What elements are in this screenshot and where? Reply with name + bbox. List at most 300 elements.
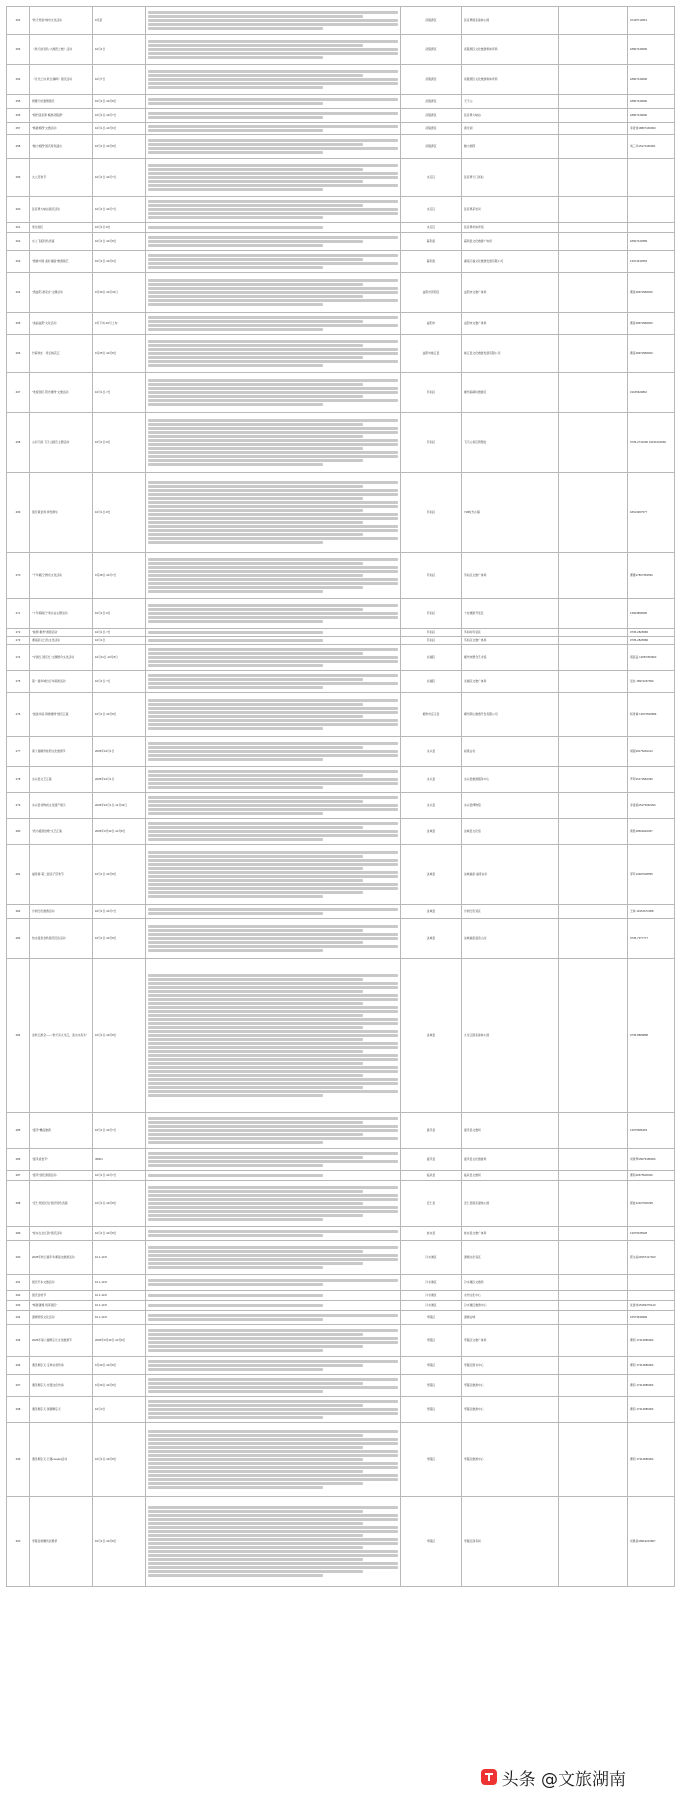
content-text-line: [148, 719, 398, 722]
participants-cell: [559, 919, 628, 959]
venue-cell: 张家界茅岩河: [462, 197, 559, 223]
content-text-line: [148, 570, 398, 573]
venue-cell: 汝城福泉·福寿谷乐: [462, 845, 559, 905]
contact-phone-cell: 邹苏13487648555: [628, 845, 675, 905]
participants-cell: [559, 473, 628, 553]
content-text-line: [148, 344, 363, 347]
content-text-line: [148, 1408, 398, 1411]
content-text-line: [148, 125, 398, 128]
contact-phone-cell: [628, 197, 675, 223]
district-cell: 苏仙区: [401, 553, 462, 599]
district-cell: 汝城县: [401, 819, 462, 845]
venue-cell: 武陵源区文化旅游和体育局: [462, 35, 559, 65]
event-time-cell: 10月1日-7日: [93, 373, 146, 413]
participants-cell: [559, 1301, 628, 1311]
content-text-line: [148, 403, 323, 406]
district-cell: 慈利县: [401, 251, 462, 273]
content-text-line: [148, 1202, 363, 1205]
venue-cell: 黄龙洞: [462, 123, 559, 135]
event-content-cell: [146, 553, 401, 599]
content-text-line: [148, 574, 363, 577]
district-cell: 北湖区: [401, 671, 462, 693]
content-text-line: [148, 236, 398, 239]
event-content-cell: [146, 767, 401, 793]
row-number-cell: 264: [7, 273, 30, 313]
event-name-cell: 遇见柳宗元·非遗文化传承: [30, 1375, 93, 1397]
event-content-cell: [146, 1325, 401, 1357]
table-row: [7, 693, 675, 737]
participants-cell: [559, 313, 628, 335]
content-text-line: [148, 826, 363, 829]
content-text-line: [148, 604, 398, 607]
content-text-line: [148, 1450, 398, 1453]
event-name-cell: 张家界大峡谷国庆活动: [30, 197, 93, 223]
district-cell: 冷水滩区: [401, 1301, 462, 1311]
content-text-line: [148, 804, 398, 807]
content-text-line: [148, 875, 398, 878]
content-text-line: [148, 291, 398, 294]
content-text-line: [148, 994, 398, 997]
event-time-cell: 10月1日-8日: [93, 473, 146, 553]
venue-cell: 冷水滩区文旅局: [462, 1275, 559, 1291]
event-name-cell: 永兴县非物质文化遗产展示: [30, 793, 93, 819]
table-row: [7, 109, 675, 123]
row-number-cell: 292: [7, 1291, 30, 1301]
participants-cell: [559, 845, 628, 905]
participants-cell: [559, 905, 628, 919]
content-text-line: [148, 1250, 363, 1253]
table-row: [7, 1301, 675, 1311]
venue-cell: 桂东县文旅广体局: [462, 1227, 559, 1241]
content-text-line: [148, 505, 398, 508]
event-time-cell: 10月1日-10月8日: [93, 233, 146, 251]
table-row: [7, 645, 675, 671]
watermark-text: 头条 @文旅湖南: [501, 1769, 626, 1790]
content-text-line: [148, 937, 398, 940]
row-number-cell: 265: [7, 313, 30, 335]
participants-cell: [559, 1241, 628, 1275]
event-content-cell: [146, 919, 401, 959]
venue-cell: 零陵区旅游中心: [462, 1375, 559, 1397]
content-text-line: [148, 1246, 398, 1249]
content-text-line: [148, 1574, 323, 1577]
event-name-cell: "畅游潇湘·悦享国庆": [30, 1301, 93, 1311]
participants-cell: [559, 109, 628, 123]
contact-phone-cell: 曹蓓18973965000: [628, 313, 675, 335]
event-name-cell: "桃源·郴州"游园活动: [30, 629, 93, 637]
content-text-line: [148, 612, 398, 615]
event-content-cell: [146, 273, 401, 313]
table-row: [7, 65, 675, 95]
venue-cell: 苏仙区文旅广体局: [462, 637, 559, 645]
venue-cell: 嘉禾县文化旅游局: [462, 1149, 559, 1171]
row-number-cell: 291: [7, 1275, 30, 1291]
table-row: [7, 767, 675, 793]
venue-cell: 慈利县文化旅游广电局: [462, 233, 559, 251]
content-text-line: [148, 15, 363, 18]
table-row: [7, 793, 675, 819]
content-text-line: [148, 895, 323, 898]
content-text-line: [148, 863, 398, 866]
content-text-line: [148, 1254, 398, 1257]
venue-cell: 冷水滩区旅游中心: [462, 1301, 559, 1311]
event-content-cell: [146, 1241, 401, 1275]
content-text-line: [148, 200, 398, 203]
table-row: [7, 1171, 675, 1181]
event-time-cell: 2025年10月1日-12月31日: [93, 793, 146, 819]
content-text-line: [148, 489, 398, 492]
content-text-line: [148, 986, 398, 989]
content-text-line: [148, 723, 398, 726]
content-text-line: [148, 586, 363, 589]
content-text-line: [148, 1186, 398, 1189]
content-text-line: [148, 40, 398, 43]
content-text-line: [148, 1230, 398, 1233]
event-name-cell: "旅游中国·美好湖南"旅游演艺: [30, 251, 93, 273]
event-name-cell: 遇见柳宗元·国潮柳宗元: [30, 1397, 93, 1423]
event-name-cell: "嘉禾"国庆游园活动: [30, 1171, 93, 1181]
content-text-line: [148, 908, 398, 911]
contact-phone-cell: 罗翠15173962390: [628, 767, 675, 793]
content-text-line: [148, 782, 398, 785]
event-time-cell: 10.1-10.8: [93, 1275, 146, 1291]
content-text-line: [148, 521, 363, 524]
event-content-cell: [146, 959, 401, 1113]
participants-cell: [559, 737, 628, 767]
event-content-cell: [146, 473, 401, 553]
content-text-line: [148, 949, 323, 952]
content-text-line: [148, 1349, 323, 1352]
table-row: [7, 1325, 675, 1357]
content-text-line: [148, 1386, 398, 1389]
contact-phone-cell: 郭波13107530298: [628, 1181, 675, 1227]
content-text-line: [148, 168, 363, 171]
event-content-cell: [146, 1311, 401, 1325]
event-name-cell: "桂东生态红韵"国庆活动: [30, 1227, 93, 1241]
district-cell: 慈利县: [401, 233, 462, 251]
participants-cell: [559, 273, 628, 313]
content-text-line: [148, 620, 323, 623]
participants-cell: [559, 1375, 628, 1397]
venue-cell: 益阳市文旅广体局: [462, 313, 559, 335]
district-cell: 苏仙区: [401, 637, 462, 645]
content-text-line: [148, 320, 363, 323]
content-text-line: [148, 616, 398, 619]
content-text-line: [148, 116, 323, 119]
content-text-line: [148, 1341, 398, 1344]
table-row: [7, 233, 675, 251]
event-name-cell: "相约张家界 畅游武陵源": [30, 109, 93, 123]
content-text-line: [148, 513, 398, 516]
venue-cell: 零陵区商务局: [462, 1497, 559, 1587]
content-text-line: [148, 1329, 398, 1332]
content-text-line: [148, 279, 398, 282]
content-text-line: [148, 707, 398, 710]
content-text-line: [148, 566, 398, 569]
event-name-cell: 欢乐国庆: [30, 223, 93, 233]
row-number-cell: 281: [7, 845, 30, 905]
district-cell: 武陵源区: [401, 65, 462, 95]
venue-cell: 张家界大峡谷: [462, 109, 559, 123]
table-row: [7, 1311, 675, 1325]
content-text-line: [148, 727, 323, 730]
district-cell: 永定区: [401, 223, 462, 233]
content-text-line: [148, 590, 323, 593]
venue-cell: 718时光小镇: [462, 473, 559, 553]
table-row: [7, 845, 675, 905]
content-text-line: [148, 1125, 398, 1128]
content-text-line: [148, 652, 363, 655]
content-text-line: [148, 493, 398, 496]
event-name-cell: 燃爆天坑激情国庆: [30, 95, 93, 109]
content-text-line: [148, 1368, 323, 1371]
content-text-line: [148, 485, 363, 488]
event-time-cell: 10月1日-10月7日: [93, 109, 146, 123]
content-text-line: [148, 324, 398, 327]
contact-phone-cell: 0735-7377777: [628, 919, 675, 959]
row-number-cell: 283: [7, 919, 30, 959]
content-text-line: [148, 364, 323, 367]
contact-phone-cell: 曹莉16675530306: [628, 1171, 675, 1181]
content-text-line: [148, 1082, 398, 1085]
contact-phone-cell: 曹莉 17314886004: [628, 1357, 675, 1375]
content-text-line: [148, 439, 398, 442]
content-text-line: [148, 147, 398, 150]
event-content-cell: [146, 135, 401, 159]
content-text-line: [148, 912, 323, 915]
content-text-line: [148, 1086, 363, 1089]
content-text-line: [148, 578, 398, 581]
content-text-line: [148, 1518, 398, 1521]
row-number-cell: 269: [7, 473, 30, 553]
venue-cell: 永州文化中心: [462, 1291, 559, 1301]
venue-cell: 零陵区文旅广体局: [462, 1325, 559, 1357]
event-time-cell: 10月1日-10月8日: [93, 1497, 146, 1587]
contact-phone-cell: 18907443589: [628, 233, 675, 251]
participants-cell: [559, 1325, 628, 1357]
content-text-line: [148, 1022, 398, 1025]
content-text-line: [148, 74, 363, 77]
content-text-line: [148, 1514, 398, 1517]
table-row: [7, 737, 675, 767]
content-text-line: [148, 879, 363, 882]
event-name-cell: "游益阳·游家乡"主题活动: [30, 273, 93, 313]
participants-cell: [559, 1423, 628, 1497]
event-content-cell: [146, 693, 401, 737]
content-text-line: [148, 750, 398, 753]
event-name-cell: "我为祖国放歌"文艺汇演: [30, 819, 93, 845]
event-table-body: [7, 7, 675, 1587]
content-text-line: [148, 395, 363, 398]
content-text-line: [148, 699, 398, 702]
event-time-cell: 10月1日-7日: [93, 629, 146, 637]
contact-phone-cell: 李香香18807449090: [628, 123, 675, 135]
table-row: [7, 35, 675, 65]
content-text-line: [148, 1570, 363, 1573]
venue-cell: 零陵区旅游中心: [462, 1397, 559, 1423]
event-name-cell: "嘉禾"精品旅游: [30, 1113, 93, 1149]
contact-phone-cell: 曹莉 17314886004: [628, 1397, 675, 1423]
contact-phone-cell: 刘三华15174460001: [628, 135, 675, 159]
table-row: [7, 335, 675, 373]
district-cell: 北湖区: [401, 645, 462, 671]
district-cell: 苏仙区: [401, 373, 462, 413]
table-row: [7, 1375, 675, 1397]
event-name-cell: "嘉禾美食节": [30, 1149, 93, 1171]
content-text-line: [148, 982, 398, 985]
content-text-line: [148, 348, 398, 351]
district-cell: 汝城县: [401, 959, 462, 1113]
venue-cell: 汝城福泉温泉山庄: [462, 919, 559, 959]
event-content-cell: [146, 95, 401, 109]
content-text-line: [148, 1137, 398, 1140]
event-content-cell: [146, 1397, 401, 1423]
content-text-line: [148, 262, 398, 265]
content-text-line: [148, 451, 398, 454]
contact-phone-cell: 13975335528: [628, 1227, 675, 1241]
table-row: [7, 123, 675, 135]
content-text-line: [148, 1070, 398, 1073]
content-text-line: [148, 537, 398, 540]
content-text-line: [148, 929, 363, 932]
content-text-line: [148, 1090, 398, 1093]
participants-cell: [559, 7, 628, 35]
content-text-line: [148, 1566, 398, 1569]
event-name-cell: 国庆汽车文旅活动: [30, 1275, 93, 1291]
event-name-cell: 第十届郴州桂阳文化旅游节: [30, 737, 93, 767]
venue-cell: 益阳市文旅广体局: [462, 273, 559, 313]
district-cell: 武陵源区: [401, 7, 462, 35]
event-content-cell: [146, 123, 401, 135]
contact-phone-cell: 0735-2741696 19151062960: [628, 413, 675, 473]
content-text-line: [148, 497, 363, 500]
venue-cell: 嘉禾县文旅局: [462, 1113, 559, 1149]
content-text-line: [148, 1345, 363, 1348]
content-text-line: [148, 188, 323, 191]
content-text-line: [148, 648, 398, 651]
content-text-line: [148, 1014, 363, 1017]
content-text-line: [148, 266, 323, 269]
event-time-cell: 10月1日-10月7日: [93, 197, 146, 223]
district-cell: 汝城县: [401, 919, 462, 959]
content-text-line: [148, 1400, 398, 1403]
contact-phone-cell: 15574639999: [628, 1311, 675, 1325]
content-text-line: [148, 925, 398, 928]
content-text-line: [148, 1318, 323, 1321]
event-name-cell: 遇见柳宗元·日慕couplet活动: [30, 1423, 93, 1497]
content-text-line: [148, 1510, 363, 1513]
event-content-cell: [146, 599, 401, 629]
district-cell: 武陵源区: [401, 109, 462, 123]
event-name-cell: "魅力湘西"国庆特色演出: [30, 135, 93, 159]
contact-phone-cell: 13823856500: [628, 599, 675, 629]
contact-phone-cell: 李雷娟15173962390: [628, 793, 675, 819]
district-cell: 冷水滩区: [401, 1241, 462, 1275]
row-number-cell: 280: [7, 819, 30, 845]
event-time-cell: 10月1日-7日: [93, 671, 146, 693]
district-cell: 嘉禾县: [401, 1149, 462, 1171]
participants-cell: [559, 233, 628, 251]
content-text-line: [148, 143, 363, 146]
table-row: [7, 313, 675, 335]
venue-cell: 零陵区旅游中心: [462, 1423, 559, 1497]
content-text-line: [148, 796, 398, 799]
content-text-line: [148, 164, 398, 167]
content-text-line: [148, 774, 363, 777]
content-text-line: [148, 562, 363, 565]
content-text-line: [148, 501, 398, 504]
participants-cell: [559, 335, 628, 373]
contact-phone-cell: 何惠美18919201807: [628, 1497, 675, 1587]
table-row: [7, 273, 675, 313]
event-name-cell: 2025年第六届柳宗元文化旅游节: [30, 1325, 93, 1357]
content-text-line: [148, 660, 398, 663]
row-number-cell: 276: [7, 693, 30, 737]
event-content-cell: [146, 905, 401, 919]
content-text-line: [148, 608, 363, 611]
event-name-cell: "畅游湘西"文旅活动: [30, 123, 93, 135]
contact-phone-cell: 18613967577: [628, 473, 675, 553]
contact-phone-cell: 19165629810: [628, 373, 675, 413]
district-cell: 武陵源区: [401, 123, 462, 135]
content-text-line: [148, 112, 398, 115]
participants-cell: [559, 251, 628, 273]
participants-cell: [559, 1113, 628, 1149]
participants-cell: [559, 645, 628, 671]
event-time-cell: 10月1日-10月8日: [93, 919, 146, 959]
event-time-cell: 10月1日-10月8日: [93, 1227, 146, 1241]
event-time-cell: 10月1日-10月8日: [93, 1181, 146, 1227]
content-text-line: [148, 1360, 398, 1363]
content-text-line: [148, 1050, 363, 1053]
content-text-line: [148, 1190, 363, 1193]
venue-cell: 永兴县博物馆: [462, 793, 559, 819]
contact-phone-cell: 18807449090: [628, 95, 675, 109]
content-text-line: [148, 678, 363, 681]
content-text-line: [148, 1470, 363, 1473]
row-number-cell: 270: [7, 553, 30, 599]
content-text-line: [148, 1554, 398, 1557]
row-number-cell: 278: [7, 767, 30, 793]
table-row: [7, 1227, 675, 1241]
venue-cell: 安仁县国家湿地公园: [462, 1181, 559, 1227]
content-text-line: [148, 871, 398, 874]
venue-cell: 郴州莽山旅游开发有限公司: [462, 693, 559, 737]
event-content-cell: [146, 1291, 401, 1301]
contact-phone-cell: 王林 19151572008: [628, 905, 675, 919]
participants-cell: [559, 1275, 628, 1291]
event-content-cell: [146, 109, 401, 123]
table-row: [7, 7, 675, 35]
participants-cell: [559, 1181, 628, 1227]
content-text-line: [148, 800, 363, 803]
event-name-cell: 金秋云游会——"秋天有九龙江，流水也有乐": [30, 959, 93, 1113]
row-number-cell: 266: [7, 335, 30, 373]
content-text-line: [148, 1258, 398, 1261]
toutiao-logo-icon: [480, 1768, 498, 1786]
event-name-cell: 第一届华城自行车骑游活动: [30, 671, 93, 693]
row-number-cell: 288: [7, 1181, 30, 1227]
venue-cell: 张家界市体育馆: [462, 223, 559, 233]
row-number-cell: 284: [7, 959, 30, 1113]
content-text-line: [148, 1094, 323, 1097]
district-cell: 永兴县: [401, 767, 462, 793]
row-number-cell: 255: [7, 95, 30, 109]
content-text-line: [148, 703, 363, 706]
table-row: [7, 919, 675, 959]
event-content-cell: [146, 159, 401, 197]
district-cell: 益阳市桃江县: [401, 335, 462, 373]
